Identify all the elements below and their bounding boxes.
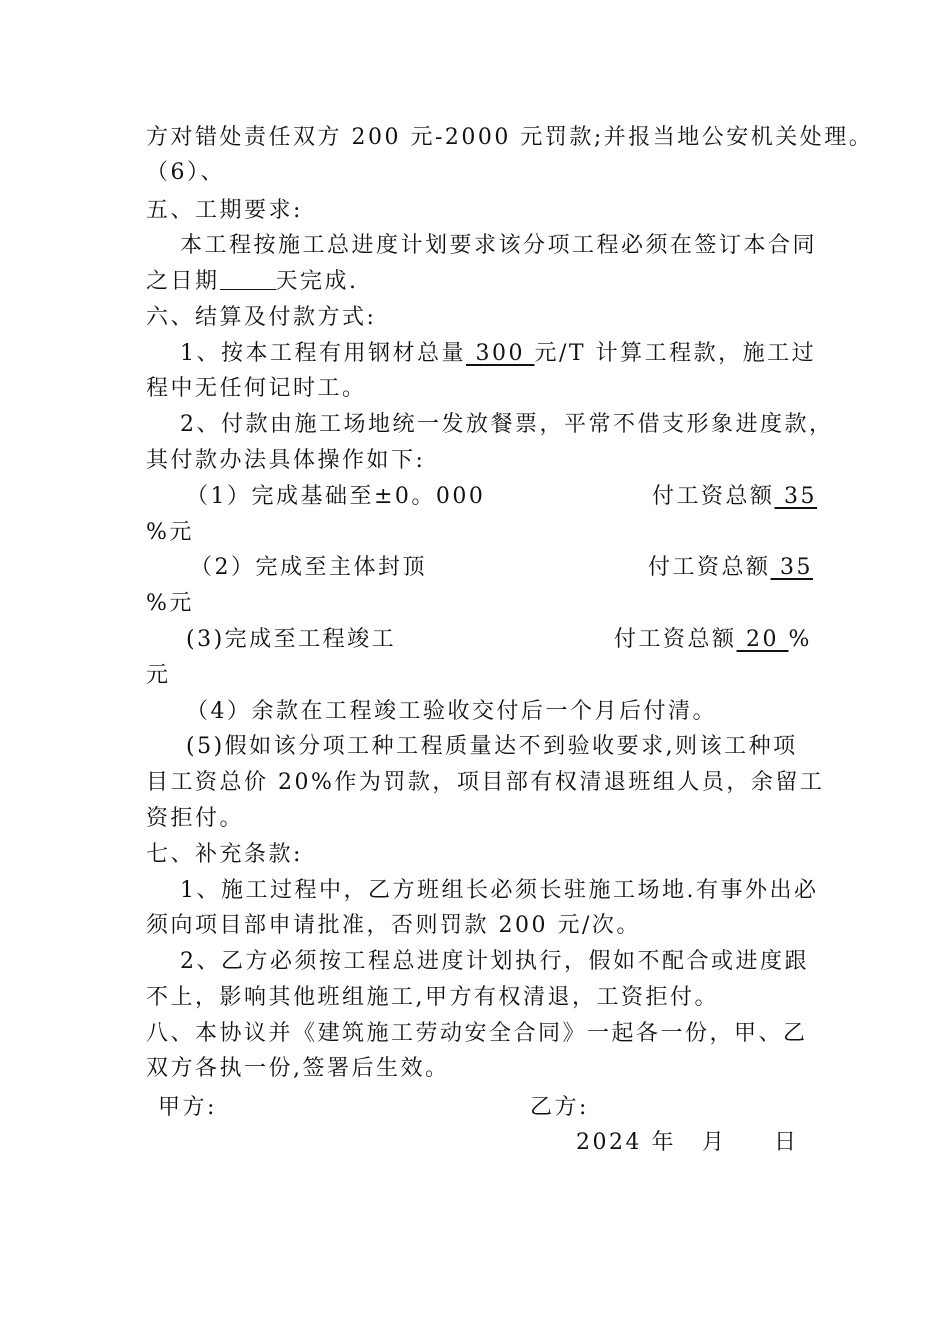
section-6-item-1: 1、按本工程有用钢材总量 300 元/T 计算工程款，施工过	[180, 341, 817, 366]
payment-2-label: （2）完成至主体封顶	[190, 555, 427, 580]
section-6-item-2: 2、付款由施工场地统一发放餐票，平常不借支形象进度款，	[180, 412, 834, 437]
payment-3-amount: 付工资总额 20 %	[614, 627, 812, 652]
section-7-item-1: 1、施工过程中，乙方班组长必须长驻施工场地.有事外出必	[180, 878, 819, 903]
payment-1-amount: 付工资总额 35	[652, 484, 818, 509]
party-a-signature: 甲方:	[158, 1095, 217, 1120]
payment-1-label: （1）完成基础至±0。000	[186, 484, 486, 509]
days-blank	[220, 269, 276, 290]
section-6-item-1-cont: 程中无任何记时工。	[146, 376, 367, 401]
party-b-signature: 乙方:	[530, 1095, 589, 1120]
payment-4: （4）余款在工程竣工验收交付后一个月后付清。	[186, 699, 717, 724]
payment-5-cont-1: 目工资总价 20%作为罚款，项目部有权清退班组人员，余留工	[146, 770, 825, 795]
clause-6-number: （6）、	[146, 160, 225, 185]
payment-2-amount: 付工资总额 35	[648, 555, 814, 580]
section-7-item-2-cont: 不上，影响其他班组施工,甲方有权清退，工资拒付。	[146, 985, 719, 1010]
steel-unit-price: 300	[466, 341, 535, 366]
payment-2-value: 35	[770, 555, 814, 580]
payment-1-unit: %元	[146, 520, 194, 545]
section-7-item-2: 2、乙方必须按工程总进度计划执行，假如不配合或进度跟	[180, 949, 809, 974]
section-5-title: 五、工期要求:	[146, 198, 303, 223]
payment-1-value: 35	[774, 484, 818, 509]
section-5-paragraph: 本工程按施工总进度计划要求该分项工程必须在签订本合同	[180, 233, 818, 258]
section-8: 八、本协议并《建筑施工劳动安全合同》一起各一份，甲、乙	[146, 1021, 808, 1046]
payment-2-unit: %元	[146, 591, 194, 616]
payment-5: (5)假如该分项工种工程质量达不到验收要求,则该工种项	[186, 734, 798, 759]
clause-continuation: 方对错处责任双方 200 元-2000 元罚款;并报当地公安机关处理。	[146, 125, 874, 150]
section-6-item-2-cont: 其付款办法具体操作如下:	[146, 448, 426, 473]
section-6-title: 六、结算及付款方式:	[146, 305, 377, 330]
date-month: 月	[702, 1130, 727, 1155]
date-day: 日	[774, 1130, 799, 1155]
section-5-paragraph-cont: 之日期 天完成.	[146, 269, 359, 294]
section-7-item-1-cont: 须向项目部申请批准，否则罚款 200 元/次。	[146, 913, 641, 938]
payment-3-label: (3)完成至工程竣工	[186, 627, 397, 652]
payment-3-unit: 元	[146, 663, 171, 688]
section-8-cont: 双方各执一份,签署后生效。	[146, 1056, 450, 1081]
payment-5-cont-2: 资拒付。	[146, 806, 245, 831]
section-7-title: 七、补充条款:	[146, 842, 303, 867]
payment-3-value: 20	[736, 627, 789, 652]
date-year: 2024 年	[576, 1130, 676, 1155]
